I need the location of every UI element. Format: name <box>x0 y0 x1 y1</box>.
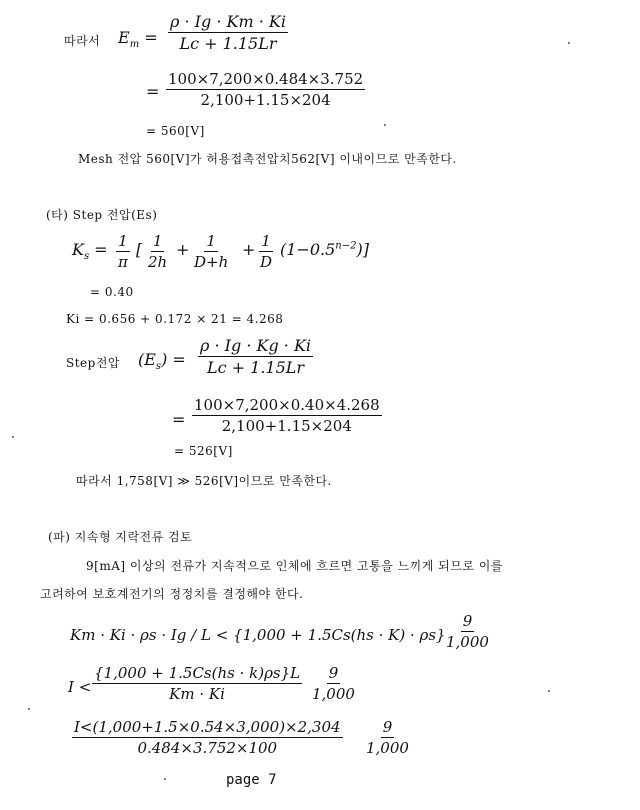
es-formula: $\frac{\rho \cdot Ig \cdot Kg \cdot Ki}{Lc + 1.15Lr}$ <box>200 336 312 377</box>
ks-result: = 0.40 <box>90 285 134 299</box>
ineq2-ratio: $\frac{9}{1,000}$ <box>312 664 355 703</box>
ineq2-lhs: I < <box>68 678 92 696</box>
document-page: 따라서 $E_m$ = $\frac{\rho \cdot Ig \cdot Km \cdot Ki}{Lc + 1.15Lr}$ = $\frac{100\times 7,200\times 0.484\times 3.752}{2,100+1.15\times 204}$ = 560[V] Mesh 전압 560[V]가 허용접촉전압치562[V] 이내이므로 만족한다. (타) Step 전압(Es) $K_s$ = $\frac{1}{\pi}$ [ $\frac{1}{2h}$ + $\frac{1}{D+h}$ + $\frac{1}{D}$ $(1-0.5^{n-2})$] = 0.40 Ki = 0.656 + 0.172 × 21 = 4.268 Step전압 $(E_s)$ = $\frac{\rho \cdot Ig \cdot Kg \cdot Ki}{Lc + 1.15Lr}$ = $\frac{100\times 7,200\times 0.40\times 4.268}{2,100+1.15\times 204}$ = 526[V] 따라서 1,758[V] ≫ 526[V]이므로 만족한다. (파) 지속형 지락전류 검토 9[mA] 이상의 전류가 지속적으로 인체에 흐르면 고통을 느끼게 되므로 이를 고려하여 보호계전기의 정정치를 결정해야 한다. Km · Ki · ρs · Ig / L < {1,000 + 1.5Cs(hs · K) · ρs} $\frac{9}{1,000}$ I < $\frac{\{1,000 + 1.5Cs(hs \cdot k)\rho s\}L}{Km \cdot Ki}$ $\frac{9}{1,000}$ $\frac{I<(1,000+1.5\times 0.54\times 3,000)\times 2,304}{0.484\times 3.752\times 100}$ $\frac{9}{1,000}$ page 7 <box>0 0 640 810</box>
es-result: = 526[V] <box>174 444 233 458</box>
scan-speck <box>28 708 30 710</box>
em-formula: $\frac{\rho \cdot Ig \cdot Km \cdot Ki}{Lc + 1.15Lr}$ <box>170 12 286 53</box>
em-calc: $\frac{100\times 7,200\times 0.484\times 3.752}{2,100+1.15\times 204}$ <box>168 70 364 109</box>
scan-speck <box>548 690 550 692</box>
ki-line: Ki = 0.656 + 0.172 × 21 = 4.268 <box>66 312 284 326</box>
ineq1-lhs: Km · Ki · ρs · Ig / L < {1,000 + 1.5Cs(hs · K) · ρs} <box>70 626 446 644</box>
es-calc: $\frac{100\times 7,200\times 0.40\times 4.268}{2,100+1.15\times 204}$ <box>194 396 380 435</box>
ks-lhs: $K_s$ = <box>72 240 108 263</box>
ineq2-frac: $\frac{\{1,000 + 1.5Cs(hs \cdot k)\rho s\}L}{Km \cdot Ki}$ <box>94 664 301 703</box>
para-line1: 9[mA] 이상의 전류가 지속적으로 인체에 흐르면 고통을 느끼게 되므로 이를 <box>86 559 503 573</box>
intro-text: 따라서 <box>64 34 101 48</box>
calc-equals: = <box>146 82 160 101</box>
scan-speck <box>164 778 166 780</box>
scan-speck <box>384 124 386 126</box>
sustained-heading: (파) 지속형 지락전류 검토 <box>48 530 193 544</box>
ineq3-frac: $\frac{I<(1,000+1.5\times 0.54\times 3,000)\times 2,304}{0.484\times 3.752\times 100}$ <box>74 718 341 757</box>
ineq1-frac: $\frac{9}{1,000}$ <box>446 612 489 651</box>
es-lhs: $(E_s)$ = <box>138 350 186 373</box>
ks-frac-pi: $\frac{1}{\pi}$ <box>118 232 128 271</box>
ks-tail: $(1-0.5^{n-2})$] <box>280 240 369 259</box>
scan-speck <box>568 42 570 44</box>
scan-speck <box>12 436 14 438</box>
mesh-conclusion: Mesh 전압 560[V]가 허용접촉전압치562[V] 이내이므로 만족한다. <box>78 152 457 166</box>
step-heading: (타) Step 전압(Es) <box>46 208 158 222</box>
ineq3-ratio: $\frac{9}{1,000}$ <box>366 718 409 757</box>
ks-frac-dh: $\frac{1}{D+h}$ <box>194 232 229 271</box>
em-result: = 560[V] <box>146 124 205 138</box>
ks-frac-2h: $\frac{1}{2h}$ <box>148 232 168 271</box>
em-lhs: $E_m$ = <box>118 28 158 51</box>
para-line2: 고려하여 보호계전기의 정정치를 결정해야 한다. <box>40 587 304 601</box>
page-number: page 7 <box>226 772 277 788</box>
ks-frac-d: $\frac{1}{D}$ <box>260 232 273 271</box>
step-label: Step전압 <box>66 356 121 370</box>
step-conclusion: 따라서 1,758[V] ≫ 526[V]이므로 만족한다. <box>76 474 332 488</box>
